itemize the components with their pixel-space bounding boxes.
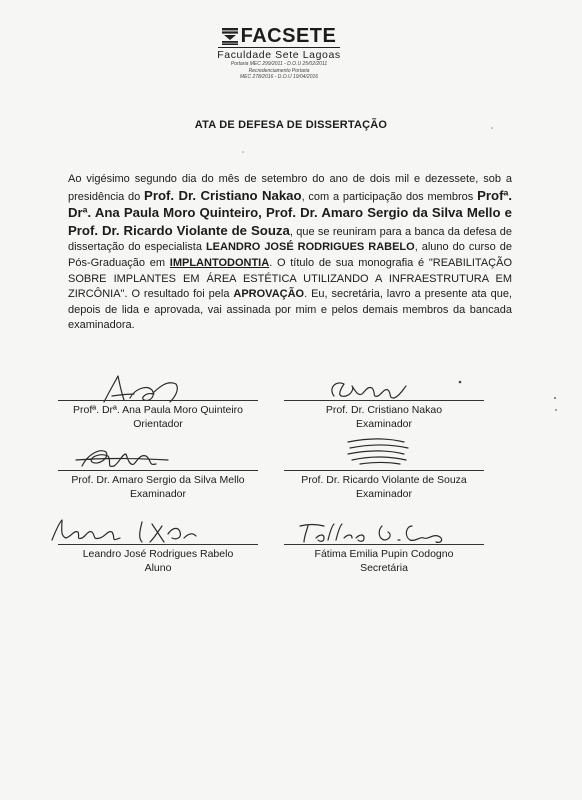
body-text-1: Ao vigésimo segundo dia do mês de setembro do ano de dois mil e dezessete, sob a presidência do xyxy=(68,173,512,203)
body-text-5: . O título de sua monografia é "REABILITAÇÃO SOBRE IMPLANTES EM ÁREA ESTÉTICA UTILIZANDO A INFRAESTRUTURA EM ZIRCÔNIA". O resultado foi pela xyxy=(68,256,513,301)
logo-portaria: Portaria MEC 299/2011 - D.O.U 25/02/2011 xyxy=(230,61,328,68)
logo-recred: Recredenciamento Portaria xyxy=(248,67,310,74)
student-name: LEANDRO JOSÉ RODRIGUES RABELO xyxy=(205,241,415,254)
signer-role: Orientador xyxy=(133,418,183,430)
president-name: Prof. Dr. Cristiano Nakao xyxy=(144,187,302,203)
signer-role: Aluno xyxy=(144,562,172,574)
body-text-6: . Eu, secretária, lavro a presente ata que, depois de lida e aprovada, vai assinada por mim e pelos demais membros da bancada examinadora. xyxy=(68,288,512,332)
signer-role: Examinador xyxy=(355,488,413,500)
signer-name: Leandro José Rodrigues Rabelo xyxy=(82,548,234,560)
document-title: ATA DE DEFESA DE DISSERTAÇÃO xyxy=(194,119,388,131)
signer-name: Profª. Drª. Ana Paula Moro Quinteiro xyxy=(72,404,243,416)
signer-role: Examinador xyxy=(129,488,187,500)
logo-subtitle: Faculdade Sete Lagoas xyxy=(217,49,341,62)
signer-role: Examinador xyxy=(355,418,413,430)
signer-name: Prof. Dr. Ricardo Violante de Souza xyxy=(301,474,467,486)
signer-name: Prof. Dr. Amaro Sergio da Silva Mello xyxy=(71,474,245,486)
signer-role: Secretária xyxy=(360,562,408,574)
signer-name: Fátima Emilia Pupin Codogno xyxy=(314,548,454,560)
logo-name: FACSETE xyxy=(240,25,337,47)
body-text-4: , aluno do curso de Pós-Graduação em xyxy=(68,241,512,269)
logo-recred-num: MEC 278/2016 - D.O.U 19/04/2016 xyxy=(239,73,319,80)
signer-name: Prof. Dr. Cristiano Nakao xyxy=(325,404,443,416)
result-value: APROVAÇÃO xyxy=(233,288,305,301)
course-name: IMPLANTODONTIA xyxy=(169,256,270,269)
members-names: Profª. Drª. Ana Paula Moro Quinteiro, Prof. Dr. Amaro Sergio da Silva Mello e Prof. Dr. Ricardo Violante de Souza xyxy=(68,187,513,238)
body-text-2: , com a participação dos membros xyxy=(301,190,478,203)
body-text-3: , que se reuniram para a banca da defesa de dissertação do especialista xyxy=(68,225,512,254)
